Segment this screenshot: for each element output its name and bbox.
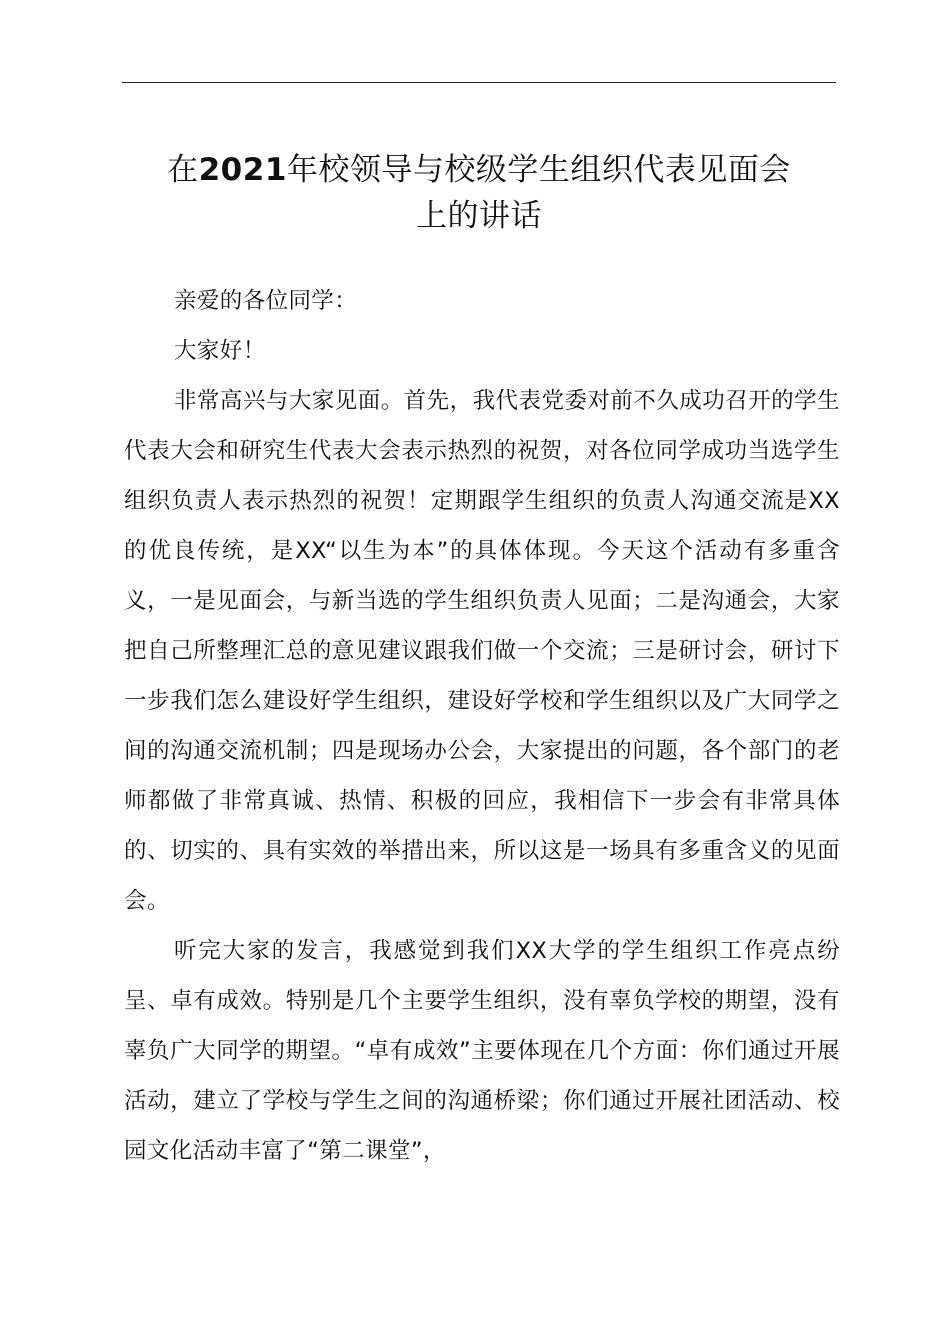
header-rule	[122, 82, 836, 83]
document-title	[112, 147, 846, 239]
title-year: 2021	[198, 152, 287, 188]
paragraph-2: 听完大家的发言，我感觉到我们XX大学的学生组织工作亮点纷呈、卓有成效。特别是几个主要学生组织，没有辜负学校的期望，没有辜负广大同学的期望。“卓有成效”主要体现在几个方面：你们通过开展活动，建立了学校与学生之间的沟通桥梁；你们通过开展社团活动、校园文化活动丰富了“第二课堂”，	[124, 938, 840, 1164]
salutation: 亲爱的各位同学：	[174, 288, 358, 314]
greeting: 大家好！	[174, 338, 266, 364]
title-line1-rest: 年校领导与校级学生组织代表见面会	[286, 152, 791, 188]
document-body	[124, 276, 840, 1176]
title-line2: 上的讲话	[416, 198, 542, 234]
title-prefix: 在	[167, 152, 199, 188]
paragraph-1: 非常高兴与大家见面。首先，我代表党委对前不久成功召开的学生代表大会和研究生代表大会表示热烈的祝贺，对各位同学成功当选学生组织负责人表示热烈的祝贺！定期跟学生组织的负责人沟通交流是XX的优良传统，是XX“以生为本”的具体体现。今天这个活动有多重含义，一是见面会，与新当选的学生组织负责人见面；二是沟通会，大家把自己所整理汇总的意见建议跟我们做一个交流；三是研讨会，研讨下一步我们怎么建设好学生组织，建设好学校和学生组织以及广大同学之间的沟通交流机制；四是现场办公会，大家提出的问题，各个部门的老师都做了非常真诚、热情、积极的回应，我相信下一步会有非常具体的、切实的、具有实效的举措出来，所以这是一场具有多重含义的见面会。	[124, 388, 840, 914]
